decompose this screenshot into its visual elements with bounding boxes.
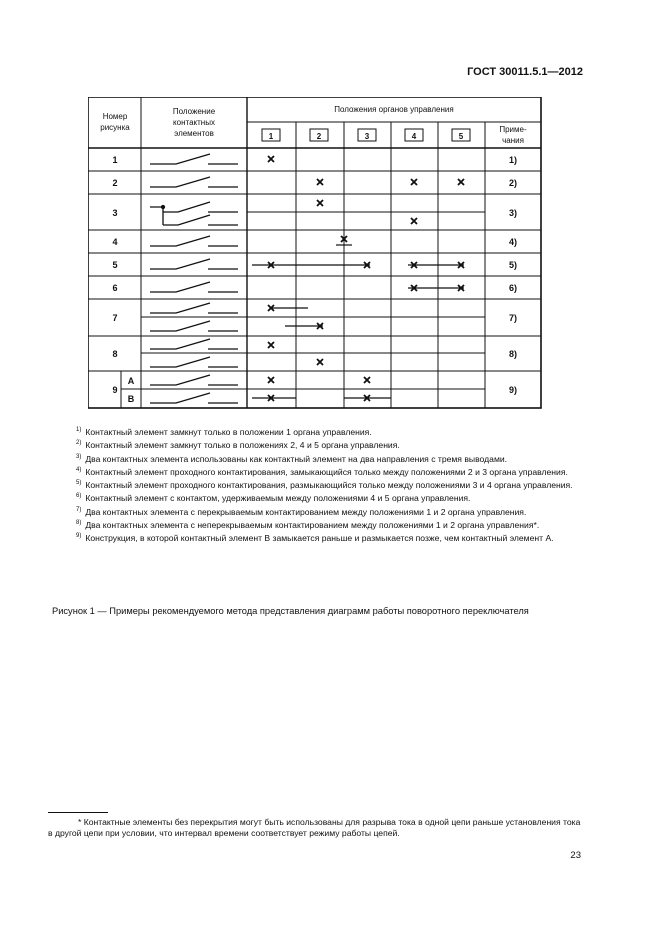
position-number-2: 2: [316, 132, 322, 141]
note-2: $^{2)}$ Контактный элемент замкнут только в положениях 2, 4 и 5 органа управления.: [76, 440, 400, 451]
row-number-3: 3: [112, 208, 118, 218]
col-notes-line1: Приме-: [499, 125, 527, 134]
position-number-3: 3: [364, 132, 370, 141]
col-number-line2: рисунка: [100, 123, 130, 132]
col-position-line2: контактных: [173, 118, 215, 127]
col-position-line1: Положение: [172, 107, 216, 116]
note-4: $^{4)}$ Контактный элемент проходного контактирования, замыкающийся только между положениями 2 и 3 органа управления.: [76, 466, 568, 477]
col-number-line1: Номер: [102, 112, 128, 121]
note-9: $^{9)}$ Конструкция, в которой контактный элемент B замыкается раньше и размыкается позже, чем контактный элемент A.: [76, 532, 554, 543]
row-note-8: 8): [508, 349, 518, 359]
note-5: $^{5)}$ Контактный элемент проходного контактирования, размыкающийся только между положениями 3 и 4 органа управления.: [76, 479, 573, 490]
row-note-7: 7): [508, 313, 518, 323]
col-notes-line2: чания: [502, 136, 524, 145]
document-header: ГОСТ 30011.5.1—2012: [467, 66, 583, 78]
col-position-line3: элементов: [174, 129, 214, 138]
footnote-divider: [48, 812, 108, 813]
row-9-sub-a: A: [127, 376, 135, 386]
row-number-5: 5: [112, 260, 118, 270]
contact-symbols: [150, 154, 238, 403]
note-6: $^{6)}$ Контактный элемент с контактом, удерживаемым между положениями 4 и 5 органа управления.: [76, 493, 471, 504]
page-number: 23: [570, 850, 581, 861]
row-note-5: 5): [508, 260, 518, 270]
row-note-4: 4): [508, 237, 518, 247]
position-number-1: 1: [268, 132, 274, 141]
row-9-sub-b: B: [127, 394, 135, 404]
row-number-6: 6: [112, 283, 118, 293]
table-svg: [88, 97, 543, 409]
note-7: $^{7)}$ Два контактных элемента с перекрываемым контактированием между положениями 1 и 2 органа управления.: [76, 506, 527, 517]
row-note-9: 9): [508, 385, 518, 395]
positions-header: Положения органов управления: [334, 105, 454, 114]
row-note-3: 3): [508, 208, 518, 218]
position-number-5: 5: [458, 132, 464, 141]
row-note-6: 6): [508, 283, 518, 293]
row-note-1: 1): [508, 155, 518, 165]
footnote: * Контактные элементы без перекрытия могут быть использованы для разрыва тока в одной цепи раньше установления тока в другой цепи при условии, что интервал времени соответствует режиму работы цепей.: [48, 817, 581, 839]
row-number-9: 9: [112, 385, 118, 395]
switch-diagram-table: [88, 97, 543, 414]
row-number-2: 2: [112, 178, 118, 188]
figure-caption: Рисунок 1 — Примеры рекомендуемого метода представления диаграмм работы поворотного переключателя: [52, 606, 529, 616]
row-number-8: 8: [112, 349, 118, 359]
position-number-4: 4: [411, 132, 417, 141]
note-3: $^{3)}$ Два контактных элемента использованы как контактный элемент на два направления с тремя выводами.: [76, 453, 508, 464]
row-number-4: 4: [112, 237, 118, 247]
row-note-2: 2): [508, 178, 518, 188]
table-notes: [48, 425, 580, 544]
closure-marks: [252, 156, 464, 401]
note-8: $^{8)}$ Два контактных элемента с неперекрываемым контактированием между положениями 1 и 2 органа управления*.: [76, 519, 540, 530]
row-number-1: 1: [112, 155, 118, 165]
note-1: $^{1)}$ Контактный элемент замкнут только в положении 1 органа управления.: [76, 426, 372, 437]
row-number-7: 7: [112, 313, 118, 323]
